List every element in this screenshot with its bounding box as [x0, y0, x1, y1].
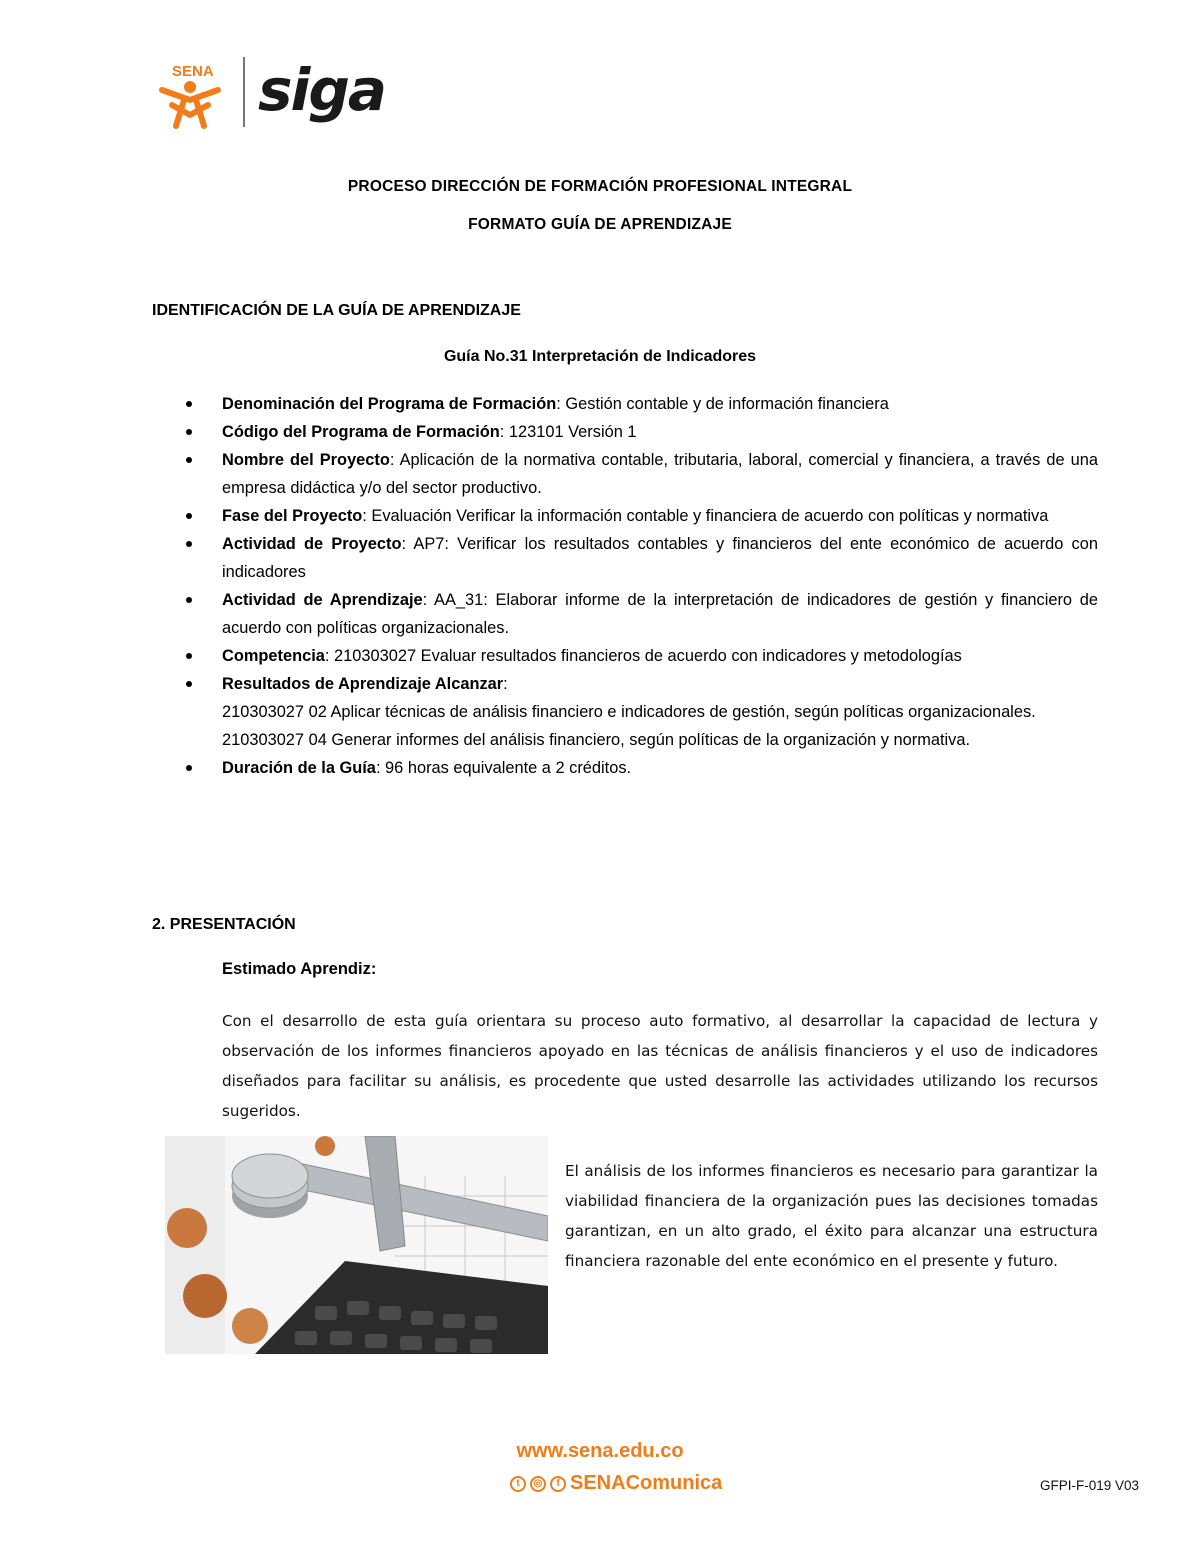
bullet-icon — [186, 765, 192, 771]
identification-list — [152, 390, 1098, 782]
presentation-heading: 2. PRESENTACIÓN — [152, 916, 296, 933]
identification-heading: IDENTIFICACIÓN DE LA GUÍA DE APRENDIZAJE — [152, 302, 521, 319]
item-text: AA_31: Elaborar informe de la interpretación de indicadores de gestión y financiero de acuerdo con políticas organizacionales. — [222, 591, 1098, 637]
bullet-icon — [186, 513, 192, 519]
presentation-paragraph-1: Con el desarrollo de esta guía orientara su proceso auto formativo, al desarrollar la capacidad de lectura y observación de los informes financieros apoyado en las técnicas de análisis financieros y el uso de indicadores diseñados para facilitar su análisis, es procedente que usted desarrolle las actividades utilizando los recursos sugeridos. — [222, 1012, 1098, 1120]
document-code: GFPI-F-019 V03 — [1040, 1478, 1140, 1493]
item-separator: : — [375, 759, 381, 777]
item-separator: : — [362, 507, 367, 525]
process-title: PROCESO DIRECCIÓN DE FORMACIÓN PROFESIONAL INTEGRAL — [347, 178, 853, 195]
item-text: 123101 Versión 1 — [504, 423, 637, 441]
identification-item — [152, 502, 1098, 530]
item-label: Denominación del Programa de Formación — [222, 395, 557, 413]
guide-title: Guía No.31 Interpretación de Indicadores — [443, 348, 757, 365]
item-separator: : — [556, 395, 561, 413]
item-separator: : — [499, 423, 505, 441]
learning-result: 210303027 04 Generar informes del análisis financiero, según políticas de la organización y normativa. — [222, 731, 971, 749]
identification-item — [152, 754, 1098, 782]
format-title: FORMATO GUÍA DE APRENDIZAJE — [468, 216, 732, 233]
item-text: 210303027 Evaluar resultados financieros de acuerdo con indicadores y metodologías — [329, 647, 962, 665]
instagram-icon[interactable]: ◎ — [530, 1476, 546, 1492]
item-label: Actividad de Aprendizaje — [222, 591, 423, 609]
identification-item — [152, 586, 1098, 642]
item-separator: : — [389, 451, 395, 469]
footer-website-link[interactable]: www.sena.edu.co — [516, 1440, 684, 1462]
bullet-icon — [186, 457, 192, 463]
item-label: Fase del Proyecto — [222, 507, 363, 525]
item-text: 96 horas equivalente a 2 créditos. — [380, 759, 632, 777]
footer-social — [510, 1472, 722, 1495]
item-separator: : — [401, 535, 407, 553]
sena-logo — [150, 60, 230, 130]
twitter-icon[interactable]: t — [510, 1476, 526, 1492]
item-text: AP7: Verificar los resultados contables y financieros del ente económico de acuerdo con indicadores — [222, 535, 1098, 581]
logo-divider — [243, 57, 245, 127]
siga-logo: siga — [258, 56, 386, 124]
bullet-icon — [186, 429, 192, 435]
bullet-icon — [186, 681, 192, 687]
item-label: Actividad de Proyecto — [222, 535, 402, 553]
identification-item — [152, 390, 1098, 418]
item-label: Resultados de Aprendizaje Alcanzar — [222, 675, 504, 693]
identification-item — [152, 642, 1098, 670]
item-separator: : — [503, 675, 508, 693]
item-label: Competencia — [222, 647, 325, 665]
item-separator: : — [422, 591, 428, 609]
sena-logo-text: SENA — [172, 63, 214, 80]
learning-result: 210303027 02 Aplicar técnicas de análisis financiero e indicadores de gestión, según políticas organizacionales. — [222, 703, 1036, 721]
identification-item — [152, 670, 1098, 754]
presentation-paragraph-2: El análisis de los informes financieros es necesario para garantizar la viabilidad financiera de la organización pues las decisiones tomadas garantizan, en un alto grado, el éxito para alcanzar una estructura financiera razonable del ente económico en el presente y futuro. — [565, 1162, 1098, 1270]
salutation: Estimado Aprendiz: — [222, 960, 377, 978]
item-text: Evaluación Verificar la información contable y financiera de acuerdo con políticas y normativa — [366, 507, 1049, 525]
social-handle[interactable]: SENAComunica — [570, 1472, 723, 1494]
identification-item — [152, 530, 1098, 586]
item-separator: : — [324, 647, 330, 665]
identification-item — [152, 446, 1098, 502]
item-text: Aplicación de la normativa contable, tributaria, laboral, comercial y financiera, a través de una empresa didáctica y/o del sector productivo. — [222, 451, 1098, 497]
bullet-icon — [186, 653, 192, 659]
item-text: Gestión contable y de información financiera — [560, 395, 889, 413]
bullet-icon — [186, 541, 192, 547]
identification-item — [152, 418, 1098, 446]
facebook-icon[interactable]: f — [550, 1476, 566, 1492]
item-label: Código del Programa de Formación — [222, 423, 500, 441]
bullet-icon — [186, 401, 192, 407]
item-label: Duración de la Guía — [222, 759, 376, 777]
bullet-icon — [186, 597, 192, 603]
item-label: Nombre del Proyecto — [222, 451, 390, 469]
finance-photo — [165, 1136, 548, 1354]
